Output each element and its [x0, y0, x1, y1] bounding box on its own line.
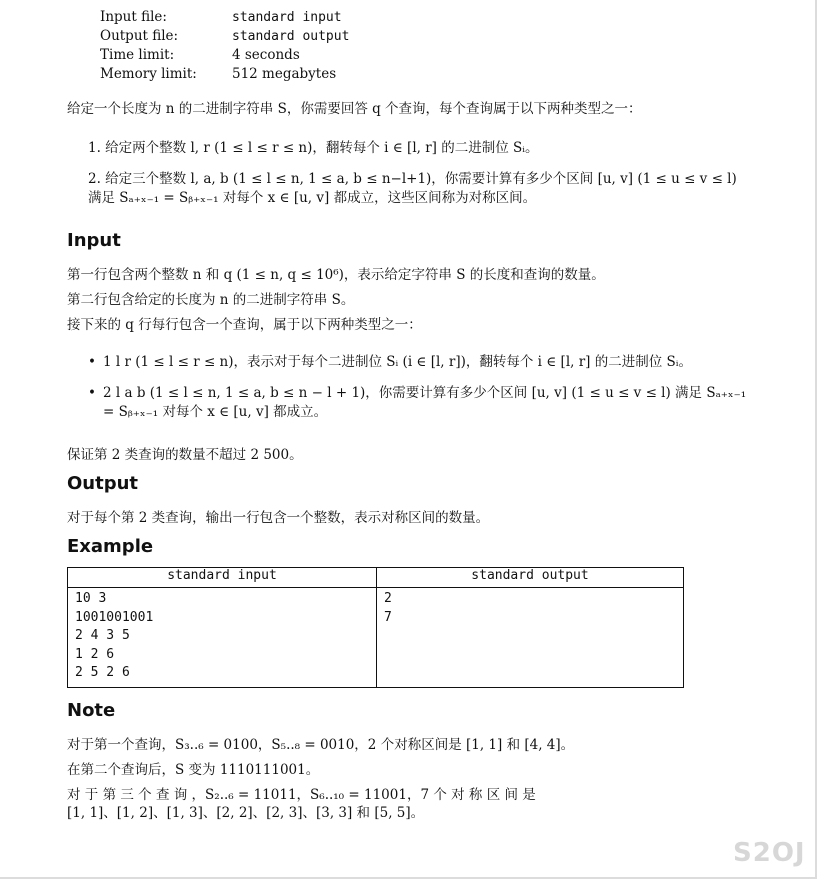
- header-value: standard input: [232, 10, 342, 25]
- header-value: 512 megabytes: [232, 66, 337, 82]
- header-value: 4 seconds: [232, 47, 300, 63]
- input-guarantee: 保证第 2 类查询的数量不超过 2 500。: [67, 447, 303, 463]
- example-input-cell[interactable]: [68, 588, 377, 688]
- example-output-line: 2: [384, 591, 392, 606]
- site-watermark: S2OJ: [733, 838, 806, 868]
- example-table: [67, 567, 684, 688]
- example-output-line: 7: [384, 609, 392, 625]
- example-input-line: 1 2 6: [75, 646, 115, 662]
- note-line: 在第二个查询后，S 变为 1110111001。: [67, 762, 320, 778]
- example-input-line: 2 4 3 5: [75, 628, 130, 643]
- note-heading: Note: [67, 700, 116, 721]
- note-line: 对于第一个查询，S₃..₆ = 0100，S₅..₈ = 0010，2 个对称区间是 [1, 1] 和 [4, 4]。: [67, 737, 575, 753]
- input-line: 第一行包含两个整数 n 和 q (1 ≤ n, q ≤ 10⁶)，表示给定字符串 S 的长度和查询的数量。: [67, 267, 605, 283]
- header-value: standard output: [232, 29, 350, 44]
- note-line: [1, 1]、[1, 2]、[1, 3]、[2, 2]、[2, 3]、[3, 3] 和 [5, 5]。: [67, 805, 425, 821]
- input-bullet: 1 l r (1 ≤ l ≤ r ≤ n)，表示对于每个二进制位 Sᵢ (i ∈ [l, r])，翻转每个 i ∈ [l, r] 的二进制位 Sᵢ。: [103, 354, 692, 370]
- input-bullet: 2 l a b (1 ≤ l ≤ n, 1 ≤ a, b ≤ n − l + 1)，你需要计算有多少个区间 [u, v] (1 ≤ u ≤ v ≤ l) 满足 Sₐ₊ₓ₋₁ = Sᵦ₊ₓ₋₁ 对每个 x ∈ [u, v] 都成立。: [103, 385, 747, 420]
- example-input-header: standard input: [68, 568, 377, 588]
- input-heading: Input: [67, 230, 121, 251]
- header-label: Output file:: [100, 28, 179, 44]
- output-text: 对于每个第 2 类查询，输出一行包含一个整数，表示对称区间的数量。: [67, 510, 490, 526]
- statement-item: 1. 给定两个整数 l, r (1 ≤ l ≤ r ≤ n)，翻转每个 i ∈ [l, r] 的二进制位 Sᵢ。: [88, 140, 539, 156]
- example-input-line: 10 3: [75, 591, 107, 606]
- input-line: 第二行包含给定的长度为 n 的二进制字符串 S。: [67, 292, 355, 308]
- bullet-dot: •: [88, 354, 96, 370]
- example-input-line: 1001001001: [75, 609, 154, 625]
- bullet-dot: •: [88, 385, 96, 401]
- example-output-cell[interactable]: [377, 588, 684, 688]
- example-output-header: standard output: [377, 568, 684, 588]
- statement-intro: 给定一个长度为 n 的二进制字符串 S，你需要回答 q 个查询，每个查询属于以下两种类型之一：: [67, 101, 642, 117]
- header-label: Input file:: [100, 9, 167, 25]
- note-line: 对 于 第 三 个 查 询 ，S₂..₆ = 11011，S₆..₁₀ = 11001，7 个 对 称 区 间 是: [67, 787, 536, 803]
- input-line: 接下来的 q 行每行包含一个查询，属于以下两种类型之一：: [67, 317, 422, 333]
- output-heading: Output: [67, 473, 139, 494]
- example-heading: Example: [67, 536, 154, 557]
- header-label: Memory limit:: [100, 66, 197, 82]
- statement-item: 2. 给定三个整数 l, a, b (1 ≤ l ≤ n, 1 ≤ a, b ≤ n−l+1)，你需要计算有多少个区间 [u, v] (1 ≤ u ≤ v ≤ l) 满足 Sₐ₊ₓ₋₁ = Sᵦ₊ₓ₋₁ 对每个 x ∈ [u, v] 都成立，这些区间称为对称区间。: [88, 171, 737, 206]
- example-input-line: 2 5 2 6: [75, 665, 130, 680]
- header-label: Time limit:: [100, 47, 175, 63]
